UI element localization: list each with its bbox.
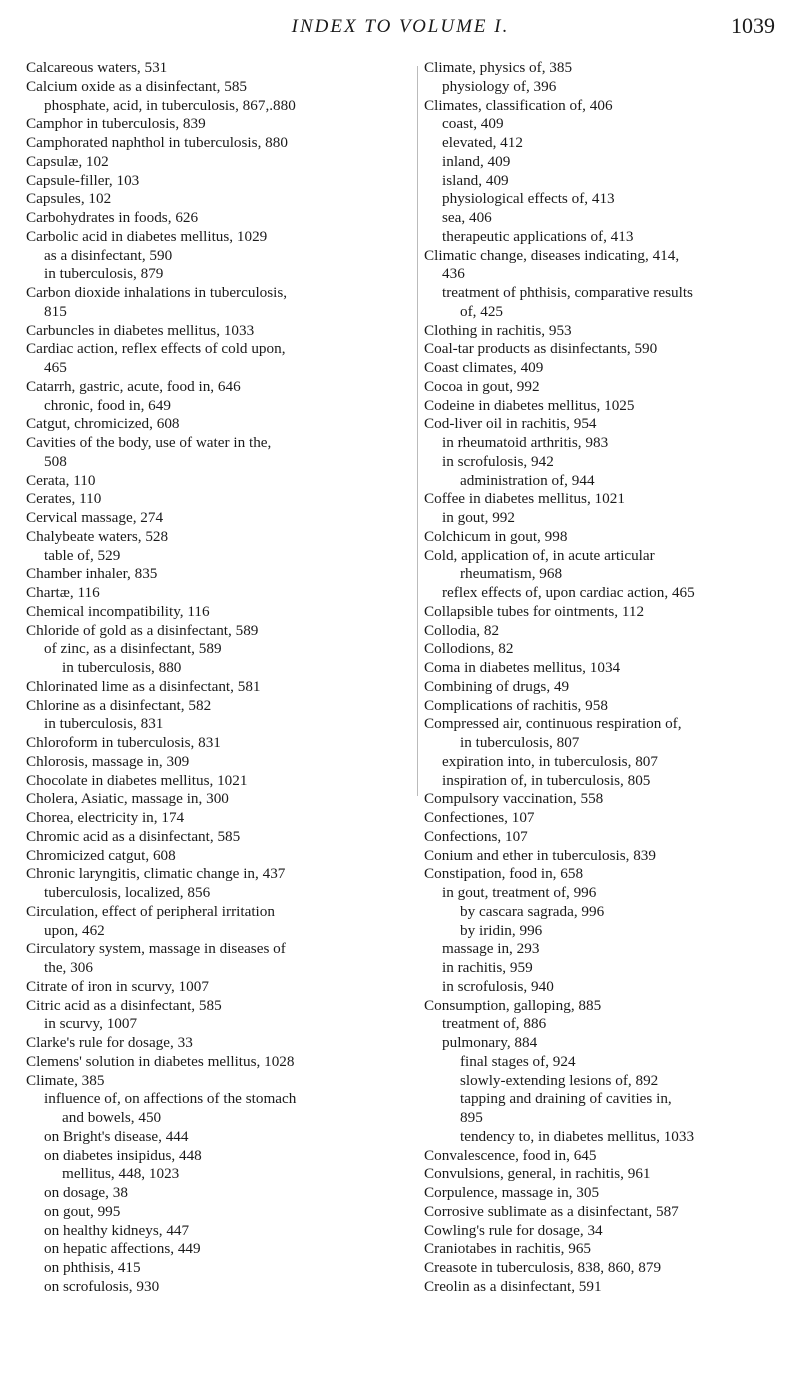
index-entry: treatment of, 886 (442, 1015, 547, 1033)
index-entry: Cerates, 110 (26, 490, 102, 508)
index-entry: Camphorated naphthol in tuberculosis, 880 (26, 134, 288, 151)
index-entry: Convulsions, general, in rachitis, 961 (424, 1165, 651, 1183)
index-entry: Citric acid as a disinfectant, 585 (26, 996, 222, 1014)
index-entry: on gout, 995 (44, 1202, 121, 1220)
index-entry: Clothing in rachitis, 953 (424, 321, 572, 339)
index-entry: Compulsory vaccination, 558 (424, 790, 604, 808)
index-entry: Circulation, effect of peripheral irritation (26, 902, 275, 920)
index-entry: Chorea, electricity in, 174 (26, 809, 185, 826)
index-entry: Chocolate in diabetes mellitus, 1021 (26, 771, 248, 789)
index-entry: Cocoa in gout, 992 (424, 377, 540, 395)
index-entry: influence of, on affections of the stomach (44, 1090, 297, 1108)
index-entry: Constipation, food in, 658 (424, 865, 584, 883)
index-entry: on dosage, 38 (44, 1184, 128, 1201)
index-entry: Chalybeate waters, 528 (26, 527, 169, 545)
index-entry: Cardiac action, reflex effects of cold upon, (26, 340, 286, 358)
index-entry: on Bright's disease, 444 (44, 1127, 189, 1145)
index-entry: Chromic acid as a disinfectant, 585 (26, 827, 241, 845)
index-entry: on healthy kidneys, 447 (44, 1221, 190, 1239)
index-entry: inland, 409 (442, 152, 511, 170)
index-entry: in scurvy, 1007 (44, 1015, 138, 1033)
index-entry: Complications of rachitis, 958 (424, 696, 608, 714)
index-entry: Chronic laryngitis, climatic change in, 437 (26, 865, 286, 883)
index-entry: in gout, 992 (442, 509, 515, 526)
index-entry: 895 (460, 1109, 483, 1126)
index-entry: tendency to, in diabetes mellitus, 1033 (460, 1127, 695, 1145)
index-entry: 508 (44, 452, 67, 470)
index-entry: Clarke's rule for dosage, 33 (26, 1034, 193, 1051)
index-entry: administration of, 944 (460, 471, 595, 489)
index-entry: Conium and ether in tuberculosis, 839 (424, 846, 656, 864)
index-entry: coast, 409 (442, 115, 504, 133)
running-title: INDEX TO VOLUME I. (291, 16, 510, 37)
index-entry: Chlorine as a disinfectant, 582 (26, 696, 212, 714)
index-entry: Chloroform in tuberculosis, 831 (26, 734, 221, 751)
index-column-left (26, 59, 412, 1297)
index-entry: Codeine in diabetes mellitus, 1025 (424, 396, 635, 414)
index-entry: 465 (44, 359, 67, 376)
index-entry: Carbuncles in diabetes mellitus, 1033 (26, 321, 255, 339)
index-entry: treatment of phthisis, comparative results (442, 284, 693, 301)
index-entry: table of, 529 (44, 546, 121, 564)
index-entry: Corpulence, massage in, 305 (424, 1184, 600, 1201)
index-entry: Climate, 385 (26, 1071, 105, 1089)
index-entry: Chamber inhaler, 835 (26, 565, 158, 583)
index-entry: therapeutic applications of, 413 (442, 227, 634, 245)
index-entry: on hepatic affections, 449 (44, 1240, 201, 1258)
index-entry: 815 (44, 302, 67, 320)
index-entry: in rachitis, 959 (442, 959, 533, 976)
index-entry: tapping and draining of cavities in, (460, 1090, 672, 1108)
index-entry: on phthisis, 415 (44, 1259, 141, 1276)
index-entry: in scrofulosis, 940 (442, 977, 554, 995)
index-entry: Confectiones, 107 (424, 809, 535, 826)
index-entry: reflex effects of, upon cardiac action, 465 (442, 584, 695, 601)
index-entry: Confections, 107 (424, 827, 528, 845)
index-entry: Capsule-filler, 103 (26, 171, 140, 189)
index-entry: Camphor in tuberculosis, 839 (26, 115, 206, 133)
index-entry: Cavities of the body, use of water in the, (26, 434, 272, 451)
index-entry: inspiration of, in tuberculosis, 805 (442, 771, 651, 789)
index-entry: Collodia, 82 (424, 621, 500, 639)
index-entry: Chemical incompatibility, 116 (26, 602, 210, 620)
index-entry: Chromicized catgut, 608 (26, 846, 176, 864)
index-entry: Chloride of gold as a disinfectant, 589 (26, 621, 259, 639)
index-entry: Consumption, galloping, 885 (424, 996, 602, 1014)
index-entry: Carbolic acid in diabetes mellitus, 1029 (26, 227, 268, 245)
index-entry: physiological effects of, 413 (442, 190, 615, 208)
index-entry: mellitus, 448, 1023 (62, 1165, 180, 1183)
index-entry: Convalescence, food in, 645 (424, 1146, 597, 1164)
index-entry: of, 425 (460, 302, 504, 320)
index-entry: Creasote in tuberculosis, 838, 860, 879 (424, 1259, 662, 1276)
index-entry: in tuberculosis, 879 (44, 265, 164, 283)
index-entry: as a disinfectant, 590 (44, 246, 173, 264)
index-entry: Carbon dioxide inhalations in tuberculosis, (26, 284, 288, 301)
index-entry: Coal-tar products as disinfectants, 590 (424, 340, 658, 358)
index-column-right (424, 59, 790, 1297)
index-entry: slowly-extending lesions of, 892 (460, 1071, 659, 1089)
index-entry: Citrate of iron in scurvy, 1007 (26, 977, 209, 995)
index-entry: phosphate, acid, in tuberculosis, 867,.880 (44, 96, 296, 114)
page-number: 1039 (731, 13, 775, 38)
index-entry: by cascara sagrada, 996 (460, 902, 605, 920)
index-entry: Collapsible tubes for ointments, 112 (424, 602, 645, 620)
index-entry: Chlorinated lime as a disinfectant, 581 (26, 677, 261, 695)
index-entry: sea, 406 (442, 209, 492, 226)
index-entry: of zinc, as a disinfectant, 589 (44, 640, 222, 658)
index-entry: Cerata, 110 (26, 471, 96, 489)
index-entry: and bowels, 450 (62, 1109, 162, 1126)
index-entry: Craniotabes in rachitis, 965 (424, 1240, 592, 1258)
index-entry: Chartæ, 116 (26, 584, 100, 601)
index-entry: Circulatory system, massage in diseases of (26, 940, 286, 958)
index-entry: Cold, application of, in acute articular (424, 546, 655, 564)
index-entry: Climatic change, diseases indicating, 414, (424, 246, 680, 264)
index-entry: Catarrh, gastric, acute, food in, 646 (26, 377, 241, 395)
index-entry: Chlorosis, massage in, 309 (26, 752, 190, 770)
index-entry: Catgut, chromicized, 608 (26, 415, 180, 433)
index-entry: Climate, physics of, 385 (424, 59, 573, 76)
index-entry: Cholera, Asiatic, massage in, 300 (26, 790, 229, 808)
index-entry: final stages of, 924 (460, 1052, 576, 1070)
column-divider (417, 66, 418, 796)
index-entry: Climates, classification of, 406 (424, 96, 613, 114)
index-entry: Creolin as a disinfectant, 591 (424, 1277, 602, 1295)
index-entry: Cowling's rule for dosage, 34 (424, 1221, 603, 1239)
index-entry: elevated, 412 (442, 134, 523, 151)
index-entry: Coast climates, 409 (424, 359, 544, 376)
index-entry: in tuberculosis, 831 (44, 715, 164, 733)
index-entry: Coffee in diabetes mellitus, 1021 (424, 490, 625, 508)
index-entry: physiology of, 396 (442, 77, 557, 95)
index-entry: massage in, 293 (442, 940, 540, 958)
index-entry: Cod-liver oil in rachitis, 954 (424, 415, 597, 433)
index-entry: in rheumatoid arthritis, 983 (442, 434, 609, 451)
index-entry: on diabetes insipidus, 448 (44, 1146, 202, 1164)
index-entry: Combining of drugs, 49 (424, 677, 570, 695)
index-entry: the, 306 (44, 959, 93, 976)
index-entry: 436 (442, 265, 465, 283)
index-entry: Clemens' solution in diabetes mellitus, 1028 (26, 1052, 295, 1070)
index-entry: in tuberculosis, 880 (62, 659, 182, 676)
index-entry: expiration into, in tuberculosis, 807 (442, 752, 658, 770)
index-entry: Corrosive sublimate as a disinfectant, 587 (424, 1202, 679, 1220)
index-entry: in gout, treatment of, 996 (442, 884, 597, 901)
index-entry: by iridin, 996 (460, 921, 543, 939)
index-entry: in tuberculosis, 807 (460, 734, 580, 751)
index-entry: tuberculosis, localized, 856 (44, 884, 211, 901)
index-entry: Carbohydrates in foods, 626 (26, 209, 199, 226)
index-entry: on scrofulosis, 930 (44, 1277, 160, 1295)
index-entry: pulmonary, 884 (442, 1034, 538, 1051)
index-entry: rheumatism, 968 (460, 565, 563, 583)
index-entry: Capsules, 102 (26, 190, 112, 208)
index-entry: in scrofulosis, 942 (442, 452, 554, 470)
index-entry: upon, 462 (44, 921, 105, 939)
index-entry: Capsulæ, 102 (26, 152, 109, 170)
index-entry: Collodions, 82 (424, 640, 514, 658)
index-entry: Calcareous waters, 531 (26, 59, 168, 76)
page-header (0, 13, 801, 46)
index-entry: Compressed air, continuous respiration of, (424, 715, 682, 733)
index-entry: Colchicum in gout, 998 (424, 527, 568, 545)
index-entry: island, 409 (442, 171, 509, 189)
index-entry: Calcium oxide as a disinfectant, 585 (26, 77, 248, 95)
index-entry: Coma in diabetes mellitus, 1034 (424, 659, 621, 676)
index-entry: chronic, food in, 649 (44, 396, 171, 414)
index-entry: Cervical massage, 274 (26, 509, 164, 526)
